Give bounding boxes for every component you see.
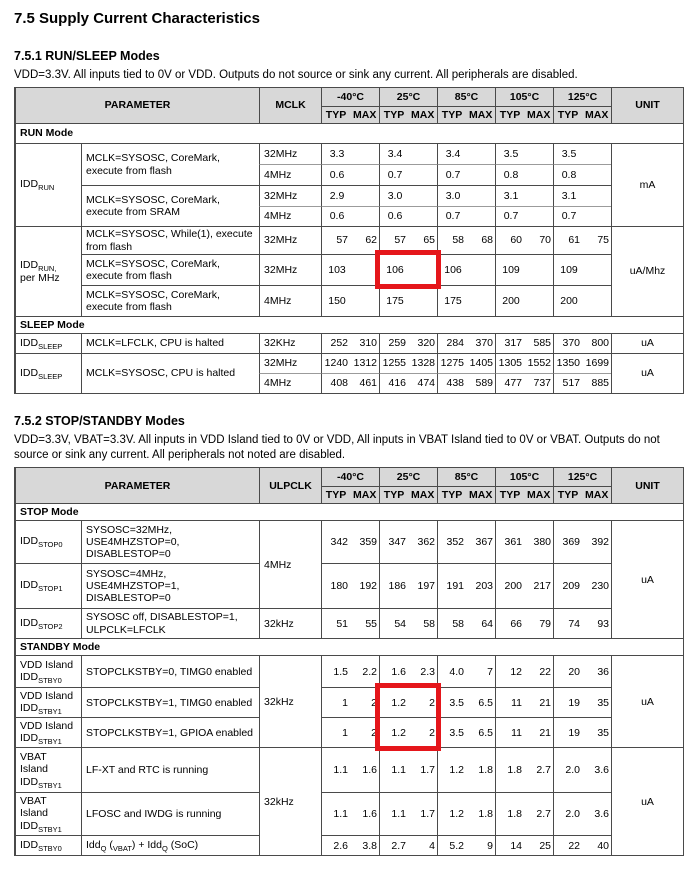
table-row (15, 835, 683, 855)
cell-description: MCLK=SYSOSC, CoreMark, execute from flash (81, 254, 259, 285)
cell-clock: 32MHz (259, 254, 321, 285)
cell-max-value: 7 (466, 655, 495, 687)
cell-max-value: 362 (408, 520, 437, 563)
cell-typ-value: 103 (321, 254, 379, 285)
cell-typ-value: 20 (553, 655, 582, 687)
cell-max-value: 1552 (524, 353, 553, 373)
col-subheader-typ-4: TYP (553, 486, 582, 503)
cell-unit: uA (611, 747, 683, 855)
cell-max-value: 21 (524, 717, 553, 747)
cell-typ-value: 12 (495, 655, 524, 687)
cell-max-value: 585 (524, 333, 553, 353)
cell-description: MCLK=SYSOSC, CoreMark, execute from flash (81, 143, 259, 185)
cell-typ-value: 369 (553, 520, 582, 563)
col-header-temp-4: 125°C (553, 88, 611, 106)
cell-typ-value: 57 (321, 226, 350, 254)
cell-parameter: $IDD_{STOP0}$ (15, 520, 81, 563)
cell-typ-value: 438 (437, 373, 466, 393)
cell-max-value: 1405 (466, 353, 495, 373)
cell-typ-value: 57 (379, 226, 408, 254)
cell-max-value: 6.5 (466, 687, 495, 717)
cell-clock: 32MHz (259, 143, 321, 164)
cell-description: MCLK=SYSOSC, CoreMark, execute from SRAM (81, 185, 259, 226)
cell-clock: 32kHz (259, 655, 321, 747)
cell-description: LF-XT and RTC is running (81, 747, 259, 792)
col-subheader-typ-3: TYP (495, 486, 524, 503)
cell-parameter: $IDD_{SLEEP}$ (15, 353, 81, 393)
cell-typ-value: 200 (553, 285, 611, 316)
col-subheader-max-2: MAX (466, 486, 495, 503)
cell-typ-value: 1.6 (379, 655, 408, 687)
cell-max-value: 55 (350, 608, 379, 638)
cell-max-value: 68 (466, 226, 495, 254)
cell-clock: 32MHz (259, 353, 321, 373)
col-subheader-max-1: MAX (408, 106, 437, 123)
table-row (15, 285, 683, 316)
cell-description: STOPCLKSTBY=0, TIMG0 enabled (81, 655, 259, 687)
cell-description: MCLK=LFCLK, CPU is halted (81, 333, 259, 353)
cell-max-value: 217 (524, 563, 553, 608)
cell-max-value: 2.7 (524, 792, 553, 835)
col-subheader-typ-2: TYP (437, 106, 466, 123)
cell-typ-value: 200 (495, 285, 553, 316)
cell-typ-value: 1 (321, 687, 350, 717)
cell-typ-value: 3.1 (553, 185, 611, 206)
cell-typ-value: 0.6 (321, 164, 379, 185)
col-subheader-max-0: MAX (350, 106, 379, 123)
cell-typ-value: 1.5 (321, 655, 350, 687)
cell-typ-value: 209 (553, 563, 582, 608)
cell-max-value: 1699 (582, 353, 611, 373)
cell-clock: 4MHz (259, 206, 321, 226)
cell-description: SYSOSC=4MHz, USE4MHZSTOP=1, DISABLESTOP=0 (81, 563, 259, 608)
cell-typ-value: 106 (379, 254, 437, 285)
table-row (15, 226, 683, 254)
col-subheader-max-4: MAX (582, 486, 611, 503)
cell-typ-value: 3.0 (379, 185, 437, 206)
cell-parameter: $IDD_{STOP1}$ (15, 563, 81, 608)
cell-typ-value: 259 (379, 333, 408, 353)
cell-clock: 32kHz (259, 747, 321, 855)
cell-description: MCLK=SYSOSC, CoreMark, execute from flash (81, 285, 259, 316)
cell-max-value: 1.8 (466, 792, 495, 835)
col-header-temp-1: 25°C (379, 88, 437, 106)
cell-max-value: 58 (408, 608, 437, 638)
cell-description: MCLK=SYSOSC, CPU is halted (81, 353, 259, 393)
cell-max-value: 203 (466, 563, 495, 608)
col-subheader-typ-0: TYP (321, 486, 350, 503)
cell-max-value: 367 (466, 520, 495, 563)
col-header-unit: UNIT (611, 468, 683, 503)
cell-max-value: 93 (582, 608, 611, 638)
cell-typ-value: 284 (437, 333, 466, 353)
cell-typ-value: 2.0 (553, 792, 582, 835)
col-header-temp-2: 85°C (437, 88, 495, 106)
cell-max-value: 885 (582, 373, 611, 393)
table-row (15, 687, 683, 717)
cell-typ-value: 5.2 (437, 835, 466, 855)
cell-max-value: 1.8 (466, 747, 495, 792)
cell-typ-value: 1350 (553, 353, 582, 373)
table-row (15, 747, 683, 792)
cell-max-value: 2.7 (524, 747, 553, 792)
cell-typ-value: 0.6 (321, 206, 379, 226)
cell-typ-value: 1.1 (379, 747, 408, 792)
cell-typ-value: 1.8 (495, 792, 524, 835)
cell-max-value: 6.5 (466, 717, 495, 747)
section-heading-stop-standby: 7.5.2 STOP/STANDBY Modes (14, 413, 185, 428)
table-row (15, 717, 683, 747)
cell-parameter: VBAT Island $IDD_{STBY1}$ (15, 747, 81, 792)
cell-typ-value: 1 (321, 717, 350, 747)
cell-typ-value: 1.2 (379, 717, 408, 747)
cell-typ-value: 180 (321, 563, 350, 608)
cell-parameter: $IDD_{RUN}$ (15, 143, 81, 226)
cell-max-value: 4 (408, 835, 437, 855)
cell-max-value: 1.7 (408, 747, 437, 792)
cell-typ-value: 109 (553, 254, 611, 285)
cell-max-value: 21 (524, 687, 553, 717)
cell-max-value: 2 (408, 687, 437, 717)
cell-typ-value: 186 (379, 563, 408, 608)
cell-max-value: 230 (582, 563, 611, 608)
mode-band-label: STANDBY Mode (15, 638, 683, 655)
cell-typ-value: 14 (495, 835, 524, 855)
mode-band-row (15, 503, 683, 520)
cell-typ-value: 1.2 (437, 792, 466, 835)
col-header-temp-0: -40°C (321, 468, 379, 486)
cell-typ-value: 58 (437, 608, 466, 638)
cell-typ-value: 416 (379, 373, 408, 393)
col-subheader-max-4: MAX (582, 106, 611, 123)
cell-max-value: 25 (524, 835, 553, 855)
col-header-temp-0: -40°C (321, 88, 379, 106)
cell-typ-value: 0.8 (553, 164, 611, 185)
cell-max-value: 3.6 (582, 792, 611, 835)
col-subheader-max-3: MAX (524, 106, 553, 123)
cell-typ-value: 200 (495, 563, 524, 608)
cell-typ-value: 1240 (321, 353, 350, 373)
cell-typ-value: 1275 (437, 353, 466, 373)
cell-clock: 4MHz (259, 373, 321, 393)
cell-parameter: $IDD_{SLEEP}$ (15, 333, 81, 353)
cell-unit: uA (611, 520, 683, 638)
mode-band-label: SLEEP Mode (15, 316, 683, 333)
spec-table (14, 87, 684, 394)
run-sleep-table-container (14, 87, 682, 394)
mode-band-row (15, 316, 683, 333)
cell-typ-value: 61 (553, 226, 582, 254)
cell-typ-value: 3.4 (437, 143, 495, 164)
col-subheader-max-0: MAX (350, 486, 379, 503)
col-header-temp-2: 85°C (437, 468, 495, 486)
mode-band-row (15, 638, 683, 655)
cell-typ-value: 3.5 (495, 143, 553, 164)
cell-max-value: 800 (582, 333, 611, 353)
cell-typ-value: 106 (437, 254, 495, 285)
cell-max-value: 35 (582, 687, 611, 717)
cell-description: MCLK=SYSOSC, While(1), execute from flash (81, 226, 259, 254)
cell-max-value: 2 (408, 717, 437, 747)
col-subheader-typ-1: TYP (379, 106, 408, 123)
cell-max-value: 3.6 (582, 747, 611, 792)
col-header-unit: UNIT (611, 88, 683, 123)
cell-max-value: 35 (582, 717, 611, 747)
col-subheader-typ-3: TYP (495, 106, 524, 123)
cell-parameter: $IDD_{RUN,}$ per MHz (15, 226, 81, 316)
col-header-temp-4: 125°C (553, 468, 611, 486)
cell-parameter: VDD Island $IDD_{STBY1}$ (15, 687, 81, 717)
cell-typ-value: 347 (379, 520, 408, 563)
cell-max-value: 79 (524, 608, 553, 638)
spec-table (14, 467, 684, 856)
cell-typ-value: 3.0 (437, 185, 495, 206)
cell-parameter: VDD Island $IDD_{STBY1}$ (15, 717, 81, 747)
cell-typ-value: 175 (379, 285, 437, 316)
cell-typ-value: 370 (553, 333, 582, 353)
cell-typ-value: 19 (553, 687, 582, 717)
table-row (15, 563, 683, 608)
cell-typ-value: 191 (437, 563, 466, 608)
cell-typ-value: 1.1 (379, 792, 408, 835)
cell-typ-value: 11 (495, 717, 524, 747)
cell-typ-value: 0.6 (379, 206, 437, 226)
col-subheader-max-1: MAX (408, 486, 437, 503)
table-row (15, 143, 683, 164)
col-subheader-max-2: MAX (466, 106, 495, 123)
cell-max-value: 461 (350, 373, 379, 393)
cell-typ-value: 1.1 (321, 792, 350, 835)
cell-typ-value: 0.7 (553, 206, 611, 226)
cell-parameter: VBAT Island $IDD_{STBY1}$ (15, 792, 81, 835)
cell-max-value: 197 (408, 563, 437, 608)
cell-typ-value: 2.6 (321, 835, 350, 855)
cell-typ-value: 1255 (379, 353, 408, 373)
cell-typ-value: 175 (437, 285, 495, 316)
cell-typ-value: 252 (321, 333, 350, 353)
table-row (15, 655, 683, 687)
cell-typ-value: 342 (321, 520, 350, 563)
cell-typ-value: 1.8 (495, 747, 524, 792)
cell-typ-value: 0.7 (437, 206, 495, 226)
col-header-temp-1: 25°C (379, 468, 437, 486)
cell-max-value: 40 (582, 835, 611, 855)
cell-typ-value: 11 (495, 687, 524, 717)
cell-clock: 4MHz (259, 164, 321, 185)
cell-typ-value: 0.7 (437, 164, 495, 185)
cell-max-value: 474 (408, 373, 437, 393)
test-conditions-run-sleep: VDD=3.3V. All inputs tied to 0V or VDD. Outputs do not source or sink any current. All peripherals are disabled. (14, 69, 578, 81)
cell-typ-value: 2.9 (321, 185, 379, 206)
cell-clock: 32MHz (259, 185, 321, 206)
cell-typ-value: 317 (495, 333, 524, 353)
cell-typ-value: 517 (553, 373, 582, 393)
table-row (15, 333, 683, 353)
test-conditions-stop-standby: VDD=3.3V, VBAT=3.3V. All inputs in VDD Island tied to 0V or VDD, All inputs in VBAT Island tied to 0V or VBAT. Outputs do not source or sink any current. All peripherals not noted are disabled. (14, 433, 660, 462)
table-row (15, 520, 683, 563)
cell-max-value: 62 (350, 226, 379, 254)
cell-max-value: 589 (466, 373, 495, 393)
cell-max-value: 1312 (350, 353, 379, 373)
cell-typ-value: 0.8 (495, 164, 553, 185)
cell-unit: mA (611, 143, 683, 226)
cell-max-value: 392 (582, 520, 611, 563)
cell-clock: 32kHz (259, 608, 321, 638)
cell-max-value: 2.2 (350, 655, 379, 687)
cell-typ-value: 74 (553, 608, 582, 638)
cell-typ-value: 3.5 (437, 687, 466, 717)
cell-unit: uA/Mhz (611, 226, 683, 316)
cell-typ-value: 1305 (495, 353, 524, 373)
cell-description: STOPCLKSTBY=1, GPIOA enabled (81, 717, 259, 747)
cell-typ-value: 1.1 (321, 747, 350, 792)
cell-typ-value: 361 (495, 520, 524, 563)
cell-max-value: 64 (466, 608, 495, 638)
cell-typ-value: 109 (495, 254, 553, 285)
cell-description: SYSOSC=32MHz, USE4MHZSTOP=0, DISABLESTOP=0 (81, 520, 259, 563)
cell-unit: uA (611, 655, 683, 747)
cell-description: SYSOSC off, DISABLESTOP=1, ULPCLK=LFCLK (81, 608, 259, 638)
table-row (15, 185, 683, 206)
section-stop-standby (14, 414, 682, 856)
cell-clock: 32KHz (259, 333, 321, 353)
col-subheader-typ-1: TYP (379, 486, 408, 503)
cell-max-value: 737 (524, 373, 553, 393)
table-row (15, 254, 683, 285)
cell-typ-value: 22 (553, 835, 582, 855)
cell-typ-value: 408 (321, 373, 350, 393)
cell-typ-value: 477 (495, 373, 524, 393)
mode-band-label: RUN Mode (15, 123, 683, 143)
col-subheader-typ-4: TYP (553, 106, 582, 123)
cell-typ-value: 352 (437, 520, 466, 563)
cell-typ-value: 0.7 (379, 164, 437, 185)
cell-unit: uA (611, 353, 683, 393)
cell-max-value: 2 (350, 717, 379, 747)
cell-max-value: 65 (408, 226, 437, 254)
table-row (15, 792, 683, 835)
cell-max-value: 1.6 (350, 747, 379, 792)
cell-typ-value: 66 (495, 608, 524, 638)
col-header-parameter: PARAMETER (15, 468, 259, 503)
cell-max-value: 1.6 (350, 792, 379, 835)
cell-typ-value: 3.5 (437, 717, 466, 747)
cell-typ-value: 60 (495, 226, 524, 254)
cell-description: LFOSC and IWDG is running (81, 792, 259, 835)
cell-max-value: 359 (350, 520, 379, 563)
stop-standby-table-container (14, 467, 682, 856)
table-row (15, 353, 683, 373)
cell-parameter: $IDD_{STOP2}$ (15, 608, 81, 638)
cell-typ-value: 3.5 (553, 143, 611, 164)
cell-typ-value: 1.2 (437, 747, 466, 792)
cell-typ-value: 2.7 (379, 835, 408, 855)
col-subheader-typ-2: TYP (437, 486, 466, 503)
cell-typ-value: 51 (321, 608, 350, 638)
cell-typ-value: 0.7 (495, 206, 553, 226)
col-header-clock: ULPCLK (259, 468, 321, 503)
section-heading-run-sleep: 7.5.1 RUN/SLEEP Modes (14, 49, 160, 63)
col-subheader-typ-0: TYP (321, 106, 350, 123)
mode-band-label: STOP Mode (15, 503, 683, 520)
cell-max-value: 370 (466, 333, 495, 353)
cell-max-value: 310 (350, 333, 379, 353)
cell-max-value: 75 (582, 226, 611, 254)
cell-parameter: VDD Island $IDD_{STBY0}$ (15, 655, 81, 687)
cell-parameter: $IDD_{STBY0}$ (15, 835, 81, 855)
cell-max-value: 22 (524, 655, 553, 687)
cell-max-value: 380 (524, 520, 553, 563)
col-header-clock: MCLK (259, 88, 321, 123)
cell-max-value: 9 (466, 835, 495, 855)
cell-clock: 4MHz (259, 285, 321, 316)
cell-max-value: 36 (582, 655, 611, 687)
cell-max-value: 3.8 (350, 835, 379, 855)
col-header-parameter: PARAMETER (15, 88, 259, 123)
cell-typ-value: 2.0 (553, 747, 582, 792)
cell-typ-value: 150 (321, 285, 379, 316)
section-run-sleep (14, 49, 682, 394)
cell-max-value: 2 (350, 687, 379, 717)
cell-typ-value: 1.2 (379, 687, 408, 717)
cell-max-value: 1.7 (408, 792, 437, 835)
cell-typ-value: 3.3 (321, 143, 379, 164)
cell-clock: 32MHz (259, 226, 321, 254)
cell-description: Idd$_Q$ $(_{VBAT}) + Idd_Q$ (SoC) (81, 835, 259, 855)
cell-typ-value: 3.4 (379, 143, 437, 164)
cell-max-value: 320 (408, 333, 437, 353)
table-row (15, 608, 683, 638)
col-subheader-max-3: MAX (524, 486, 553, 503)
page-title: 7.5 Supply Current Characteristics (14, 10, 260, 27)
cell-typ-value: 3.1 (495, 185, 553, 206)
cell-max-value: 1328 (408, 353, 437, 373)
cell-clock: 4MHz (259, 520, 321, 608)
cell-typ-value: 4.0 (437, 655, 466, 687)
cell-typ-value: 19 (553, 717, 582, 747)
cell-max-value: 70 (524, 226, 553, 254)
col-header-temp-3: 105°C (495, 88, 553, 106)
cell-typ-value: 58 (437, 226, 466, 254)
mode-band-row (15, 123, 683, 143)
cell-unit: uA (611, 333, 683, 353)
cell-typ-value: 54 (379, 608, 408, 638)
col-header-temp-3: 105°C (495, 468, 553, 486)
cell-max-value: 2.3 (408, 655, 437, 687)
cell-description: STOPCLKSTBY=1, TIMG0 enabled (81, 687, 259, 717)
cell-max-value: 192 (350, 563, 379, 608)
